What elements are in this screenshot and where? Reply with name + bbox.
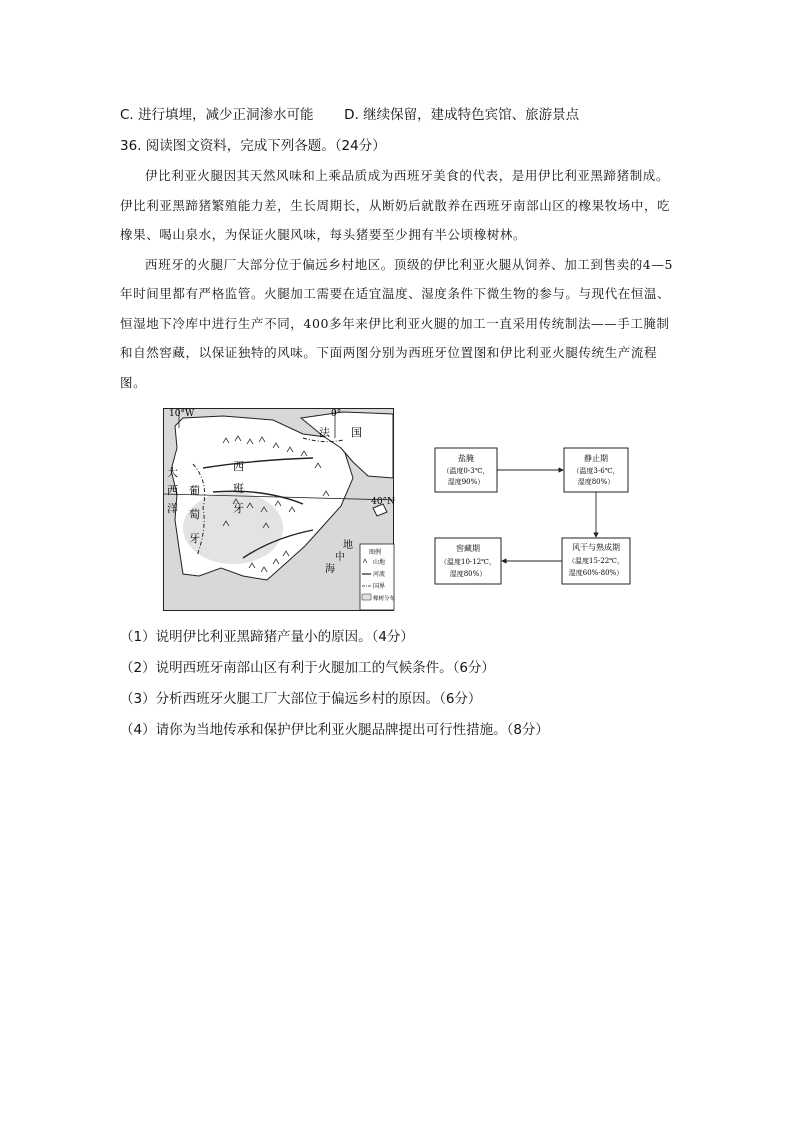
cellaring-line-2: 湿度80%） [449,570,487,578]
salting-line-2: 湿度90%） [447,478,485,486]
legend-oak-label: 橡树分布 [373,596,395,602]
ham-production-flowchart [430,440,636,590]
question-1: （1）说明伊比利亚黑蹄猪产量小的原因。（4分） [120,629,414,645]
reading-passage [120,161,676,397]
resting-line-2: 湿度80%） [577,478,615,486]
spain-label-1: 西 [233,460,244,473]
france-label-1: 法 [319,426,330,439]
option-d: D. 继续保留，建成特色宾馆、旅游景点 [344,107,580,123]
france-label-2: 国 [351,426,362,439]
legend-title: 图例 [369,549,382,556]
paragraph-1: 伊比利亚火腿因其天然风味和上乘品质成为西班牙美食的代表，是用伊比利亚黑蹄猪制成。伊比利亚黑蹄猪繁殖能力差，生长周期长，从断奶后就散养在西班牙南部山区的橡果牧场中，吃橡果、喝山泉水，为保证火腿风味，每头猪要至少拥有半公顷橡树林。 [120,168,671,242]
flow-step-resting [564,448,628,492]
legend-mountain-label: 山地 [373,559,386,566]
legend-border-label: 国界 [373,583,386,590]
legend-oak-icon [362,594,371,600]
portugal-label-2: 萄 [189,508,200,521]
spain-label-2: 班 [233,482,244,495]
question-4: （4）请你为当地传承和保护伊比利亚火腿品牌提出可行性措施。（8分） [120,722,549,738]
sea-label-3: 海 [325,564,335,575]
option-c: C. 进行填埋，减少正洞渗水可能 [120,107,314,123]
paragraph-2: 西班牙的火腿厂大部分位于偏远乡村地区。顶级的伊比利亚火腿从饲养、加工到售卖的4—5年时间里都有严格监管。火腿加工需要在适宜温度、湿度条件下微生物的参与。与现代在恒温、恒湿地下冷库中进行生产不同，400多年来伊比利亚火腿的加工一直采用传统制法——手工腌制和自然窖藏，以保证独特的风味。下面两图分别为西班牙位置图和伊比利亚火腿传统生产流程图。 [120,256,674,390]
salting-line-1: （温度0-3℃， [442,467,490,475]
drying-line-1: （温度15-22℃， [567,557,625,565]
resting-title: 静止期 [584,454,608,463]
portugal-label-1: 葡 [189,484,200,497]
lat-40n-label: 40°N [371,497,395,507]
sea-label-1: 地 [343,540,353,551]
lon-10w-label: 10°W [169,409,195,419]
cellaring-title: 窖藏期 [456,544,480,553]
flow-step-salting [435,448,497,492]
drying-line-2: 湿度60%-80%） [568,569,624,577]
ocean-label-1: 大 [167,466,178,479]
spain-location-map [163,408,395,612]
flow-step-cellaring [435,538,501,584]
flow-step-drying [562,538,630,584]
cellaring-line-1: （温度10-12℃， [439,558,497,566]
ocean-label-3: 洋 [167,502,178,515]
option-c-d [120,103,579,123]
salting-title: 盐腌 [458,454,474,463]
lon-0-label: 0° [331,409,342,419]
question-36-header: 36. 阅读图文资料，完成下列各题。（24分） [120,138,386,154]
spain-label-3: 牙 [233,502,244,515]
map-legend [360,544,395,610]
legend-river-label: 河流 [373,571,386,578]
sea-label-2: 中 [335,552,345,563]
portugal-label-3: 牙 [189,532,200,545]
ocean-label-2: 西 [167,484,178,497]
drying-title: 风干与熟成期 [572,543,620,552]
question-3: （3）分析西班牙火腿工厂大部位于偏远乡村的原因。（6分） [120,691,482,707]
question-2: （2）说明西班牙南部山区有利于火腿加工的气候条件。（6分） [120,660,495,676]
resting-line-1: （温度3-6℃， [572,467,620,475]
